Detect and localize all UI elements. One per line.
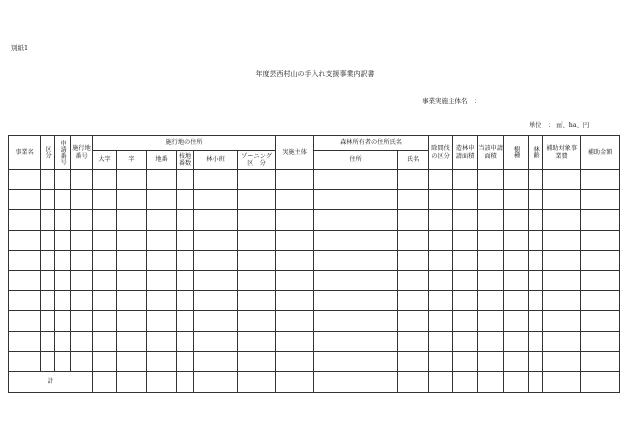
entry-cell[interactable] [543, 210, 581, 230]
entry-cell[interactable] [194, 250, 238, 270]
entry-cell[interactable] [55, 311, 71, 331]
entry-cell[interactable] [117, 190, 147, 210]
entry-cell[interactable] [41, 190, 55, 210]
entry-cell[interactable] [55, 250, 71, 270]
entry-cell[interactable] [581, 331, 620, 351]
entry-cell[interactable] [429, 190, 453, 210]
entry-cell[interactable] [41, 311, 55, 331]
total-cell [543, 371, 581, 392]
entry-cell[interactable] [478, 190, 504, 210]
entry-cell[interactable] [71, 230, 93, 250]
entry-cell[interactable] [314, 291, 398, 311]
entry-cell[interactable] [276, 291, 314, 311]
header-owner-address: 住所 [314, 151, 398, 170]
entry-cell[interactable] [529, 331, 543, 351]
entry-cell[interactable] [71, 210, 93, 230]
total-cell [93, 371, 117, 392]
entry-cell[interactable] [194, 170, 238, 190]
entry-cell[interactable] [276, 311, 314, 331]
entry-cell[interactable] [147, 311, 177, 331]
entry-cell[interactable] [543, 311, 581, 331]
header-zoning [238, 151, 276, 170]
entry-cell[interactable] [276, 331, 314, 351]
entry-cell[interactable] [543, 170, 581, 190]
entry-cell[interactable] [194, 230, 238, 250]
entry-cell[interactable] [453, 351, 478, 371]
entry-cell[interactable] [504, 250, 529, 270]
entry-cell[interactable] [543, 331, 581, 351]
entry-cell[interactable] [581, 210, 620, 230]
entry-cell[interactable] [9, 250, 41, 270]
total-cell [478, 371, 504, 392]
entry-cell[interactable] [238, 270, 276, 290]
entry-cell[interactable] [117, 291, 147, 311]
entry-cell[interactable] [478, 311, 504, 331]
header-site-address: 施行地の住所 [93, 136, 276, 151]
entry-cell[interactable] [429, 230, 453, 250]
entry-cell[interactable] [529, 210, 543, 230]
table-row [9, 331, 620, 351]
entry-cell[interactable] [429, 311, 453, 331]
entry-cell[interactable] [238, 230, 276, 250]
table-row [9, 270, 620, 290]
entry-cell[interactable] [398, 190, 429, 210]
entry-cell[interactable] [71, 351, 93, 371]
entry-cell[interactable] [504, 170, 529, 190]
table-row [9, 291, 620, 311]
table-row [9, 190, 620, 210]
header-owner-group: 森林所有者の住所氏名 [314, 136, 429, 151]
entry-cell[interactable] [147, 210, 177, 230]
entry-cell[interactable] [398, 230, 429, 250]
entry-cell[interactable] [71, 291, 93, 311]
entry-cell[interactable] [453, 190, 478, 210]
entry-cell[interactable] [71, 170, 93, 190]
total-cell [177, 371, 194, 392]
unit-prefix: 単位 ： [529, 122, 555, 129]
entry-cell[interactable] [529, 250, 543, 270]
data-rows [9, 170, 620, 372]
header-application-no: 申請番号 [55, 136, 71, 170]
entry-cell[interactable] [478, 250, 504, 270]
table-row [9, 210, 620, 230]
entry-cell[interactable] [41, 351, 55, 371]
header-forest-age: 林齢 [529, 136, 543, 170]
entry-cell[interactable] [117, 250, 147, 270]
entry-cell[interactable] [529, 230, 543, 250]
entry-cell[interactable] [314, 250, 398, 270]
header-project-name: 事業名 [9, 136, 41, 170]
entry-cell[interactable] [71, 250, 93, 270]
entry-cell[interactable] [238, 351, 276, 371]
header-planted-area: 造林申請面積 [453, 136, 478, 170]
entry-cell[interactable] [55, 270, 71, 290]
unit-label [529, 123, 589, 129]
entry-cell[interactable] [581, 351, 620, 371]
entry-cell[interactable] [177, 250, 194, 270]
entry-cell[interactable] [93, 250, 117, 270]
entry-cell[interactable] [478, 291, 504, 311]
entry-cell[interactable] [504, 311, 529, 331]
entry-cell[interactable] [9, 230, 41, 250]
entry-cell[interactable] [478, 331, 504, 351]
entry-cell[interactable] [117, 270, 147, 290]
header-thinning-type: 除間伐の区分 [429, 136, 453, 170]
total-cell [276, 371, 314, 392]
total-cell [238, 371, 276, 392]
entry-cell[interactable] [314, 230, 398, 250]
entry-cell[interactable] [9, 210, 41, 230]
entry-cell[interactable] [276, 210, 314, 230]
entry-cell[interactable] [71, 311, 93, 331]
entry-cell[interactable] [71, 190, 93, 210]
entry-cell[interactable] [41, 331, 55, 351]
entry-cell[interactable] [504, 270, 529, 290]
header-oaza: 大字 [93, 151, 117, 170]
entry-cell[interactable] [9, 190, 41, 210]
header-owner-name: 氏名 [398, 151, 429, 170]
table-row [9, 351, 620, 371]
entry-cell[interactable] [453, 270, 478, 290]
entry-cell[interactable] [71, 270, 93, 290]
entry-cell[interactable] [398, 351, 429, 371]
entry-cell[interactable] [276, 170, 314, 190]
entry-cell[interactable] [238, 331, 276, 351]
entry-cell[interactable] [117, 331, 147, 351]
entry-cell[interactable] [117, 170, 147, 190]
header-subsidy-amount: 補助金額 [581, 136, 620, 170]
entry-cell[interactable] [453, 291, 478, 311]
entry-cell[interactable] [177, 291, 194, 311]
entry-cell[interactable] [453, 331, 478, 351]
table-row [9, 250, 620, 270]
header-application-area: 当該申請面積 [478, 136, 504, 170]
entry-cell[interactable] [9, 351, 41, 371]
entry-cell[interactable] [429, 170, 453, 190]
entry-cell[interactable] [41, 170, 55, 190]
header-eligible-cost: 補助対象事業費 [543, 136, 581, 170]
entry-cell[interactable] [177, 170, 194, 190]
entry-cell[interactable] [194, 331, 238, 351]
entry-cell[interactable] [543, 270, 581, 290]
entry-cell[interactable] [429, 351, 453, 371]
entry-cell[interactable] [238, 311, 276, 331]
entry-cell[interactable] [147, 170, 177, 190]
entry-cell[interactable] [314, 331, 398, 351]
header-implementer: 実施主体 [276, 136, 314, 170]
total-cell [581, 371, 620, 392]
header-aza: 字 [117, 151, 147, 170]
entry-cell[interactable] [93, 190, 117, 210]
entry-cell[interactable] [177, 311, 194, 331]
entry-cell[interactable] [177, 331, 194, 351]
entry-cell[interactable] [543, 190, 581, 210]
entry-cell[interactable] [453, 250, 478, 270]
header-site-no: 施行地番号 [71, 136, 93, 170]
total-cell [117, 371, 147, 392]
entry-cell[interactable] [147, 270, 177, 290]
total-cell [504, 371, 529, 392]
entry-cell[interactable] [41, 210, 55, 230]
entry-cell[interactable] [177, 190, 194, 210]
entry-cell[interactable] [93, 311, 117, 331]
entry-cell[interactable] [478, 230, 504, 250]
entry-cell[interactable] [398, 270, 429, 290]
entry-cell[interactable] [117, 230, 147, 250]
entry-cell[interactable] [41, 250, 55, 270]
header-category: 区分 [41, 136, 55, 170]
entry-cell[interactable] [478, 170, 504, 190]
entry-cell[interactable] [398, 311, 429, 331]
entry-cell[interactable] [478, 210, 504, 230]
header-tree-species: 樹種 [504, 136, 529, 170]
entry-cell[interactable] [581, 291, 620, 311]
entry-cell[interactable] [314, 311, 398, 331]
entry-cell[interactable] [581, 190, 620, 210]
entry-cell[interactable] [41, 270, 55, 290]
entry-cell[interactable] [194, 270, 238, 290]
entry-cell[interactable] [314, 210, 398, 230]
entry-cell[interactable] [529, 170, 543, 190]
entry-cell[interactable] [478, 270, 504, 290]
entry-cell[interactable] [93, 270, 117, 290]
entry-cell[interactable] [543, 351, 581, 371]
entry-cell[interactable] [93, 351, 117, 371]
entry-cell[interactable] [71, 331, 93, 351]
entry-cell[interactable] [453, 230, 478, 250]
entry-cell[interactable] [581, 311, 620, 331]
entry-cell[interactable] [276, 351, 314, 371]
header-chiban: 地番 [147, 151, 177, 170]
entry-cell[interactable] [504, 230, 529, 250]
header-forest-compartment: 林小班 [194, 151, 238, 170]
header-zoning-line2: 区 分 [247, 160, 266, 167]
table-row [9, 311, 620, 331]
entry-cell[interactable] [177, 230, 194, 250]
entry-cell[interactable] [147, 331, 177, 351]
entry-cell[interactable] [177, 351, 194, 371]
entry-cell[interactable] [314, 270, 398, 290]
entry-cell[interactable] [543, 250, 581, 270]
entry-cell[interactable] [453, 170, 478, 190]
entry-cell[interactable] [93, 170, 117, 190]
entry-cell[interactable] [9, 331, 41, 351]
breakdown-table [8, 135, 620, 393]
entry-cell[interactable] [529, 190, 543, 210]
entry-cell[interactable] [9, 270, 41, 290]
total-cell [453, 371, 478, 392]
unit-values: ㎡、ha、円 [556, 122, 590, 129]
total-cell [429, 371, 453, 392]
entry-cell[interactable] [581, 170, 620, 190]
entry-cell[interactable] [9, 170, 41, 190]
entry-cell[interactable] [581, 230, 620, 250]
entry-cell[interactable] [55, 210, 71, 230]
entry-cell[interactable] [581, 250, 620, 270]
entry-cell[interactable] [429, 250, 453, 270]
entry-cell[interactable] [117, 311, 147, 331]
entry-cell[interactable] [55, 230, 71, 250]
entry-cell[interactable] [93, 210, 117, 230]
entry-cell[interactable] [41, 291, 55, 311]
entry-cell[interactable] [429, 291, 453, 311]
entry-cell[interactable] [543, 291, 581, 311]
entry-cell[interactable] [453, 311, 478, 331]
entry-cell[interactable] [55, 170, 71, 190]
entry-cell[interactable] [147, 190, 177, 210]
entry-cell[interactable] [276, 190, 314, 210]
entry-cell[interactable] [429, 270, 453, 290]
entry-cell[interactable] [177, 210, 194, 230]
entry-cell[interactable] [504, 210, 529, 230]
entry-cell[interactable] [504, 291, 529, 311]
entry-cell[interactable] [276, 230, 314, 250]
implementing-entity-label: 事業実施主体名 ： [422, 97, 481, 105]
header-branch-no: 枝地番数 [177, 151, 194, 170]
entry-cell[interactable] [529, 351, 543, 371]
entry-cell[interactable] [238, 291, 276, 311]
entry-cell[interactable] [117, 351, 147, 371]
total-label: 計 [9, 371, 93, 392]
table-row [9, 170, 620, 190]
entry-cell[interactable] [93, 291, 117, 311]
entry-cell[interactable] [55, 331, 71, 351]
entry-cell[interactable] [276, 270, 314, 290]
entry-cell[interactable] [429, 210, 453, 230]
entry-cell[interactable] [147, 250, 177, 270]
entry-cell[interactable] [55, 351, 71, 371]
entry-cell[interactable] [276, 250, 314, 270]
total-cell [314, 371, 398, 392]
entry-cell[interactable] [529, 311, 543, 331]
entry-cell[interactable] [581, 270, 620, 290]
entry-cell[interactable] [117, 210, 147, 230]
entry-cell[interactable] [147, 351, 177, 371]
total-cell [398, 371, 429, 392]
entry-cell[interactable] [238, 190, 276, 210]
entry-cell[interactable] [147, 291, 177, 311]
entry-cell[interactable] [478, 351, 504, 371]
entry-cell[interactable] [238, 210, 276, 230]
entry-cell[interactable] [398, 291, 429, 311]
total-cell [194, 371, 238, 392]
entry-cell[interactable] [177, 270, 194, 290]
entry-cell[interactable] [194, 311, 238, 331]
total-cell [529, 371, 543, 392]
entry-cell[interactable] [504, 351, 529, 371]
entry-cell[interactable] [9, 291, 41, 311]
annex-label: 別紙1 [11, 44, 29, 52]
total-cell [147, 371, 177, 392]
entry-cell[interactable] [93, 230, 117, 250]
table-row [9, 230, 620, 250]
document-title: 年度芸西村山の手入れ支援事業内訳書 [255, 70, 375, 78]
entry-cell[interactable] [238, 250, 276, 270]
entry-cell[interactable] [453, 210, 478, 230]
entry-cell[interactable] [398, 250, 429, 270]
entry-cell[interactable] [398, 170, 429, 190]
entry-cell[interactable] [194, 351, 238, 371]
entry-cell[interactable] [55, 190, 71, 210]
entry-cell[interactable] [429, 331, 453, 351]
entry-cell[interactable] [529, 291, 543, 311]
entry-cell[interactable] [93, 331, 117, 351]
entry-cell[interactable] [55, 291, 71, 311]
entry-cell[interactable] [194, 210, 238, 230]
entry-cell[interactable] [238, 170, 276, 190]
entry-cell[interactable] [314, 190, 398, 210]
entry-cell[interactable] [41, 230, 55, 250]
header-zoning-line1: ゾーニング [241, 152, 272, 160]
entry-cell[interactable] [194, 190, 238, 210]
entry-cell[interactable] [314, 351, 398, 371]
entry-cell[interactable] [398, 210, 429, 230]
entry-cell[interactable] [543, 230, 581, 250]
entry-cell[interactable] [147, 230, 177, 250]
entry-cell[interactable] [9, 311, 41, 331]
entry-cell[interactable] [314, 170, 398, 190]
entry-cell[interactable] [504, 331, 529, 351]
entry-cell[interactable] [398, 331, 429, 351]
entry-cell[interactable] [194, 291, 238, 311]
entry-cell[interactable] [504, 190, 529, 210]
entry-cell[interactable] [529, 270, 543, 290]
